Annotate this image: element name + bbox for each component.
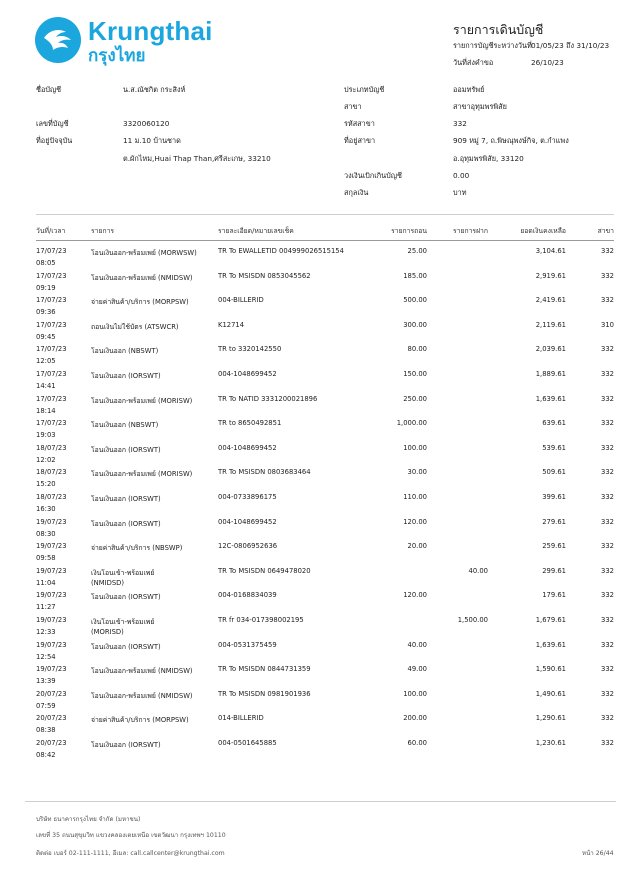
row-time: 08:30 — [36, 529, 56, 538]
row-balance: 639.61 — [542, 419, 566, 428]
row-branch: 332 — [601, 542, 614, 551]
row-date: 17/07/23 — [36, 394, 67, 403]
row-detail: TR To NATID 3331200021896 — [218, 394, 318, 403]
row-time: 08:38 — [36, 726, 56, 735]
row-withdrawal: 110.00 — [403, 493, 427, 501]
branch-value: สาขาอุทุมพรพิสัย — [453, 102, 507, 111]
row-branch: 332 — [601, 493, 614, 501]
row-time: 09:45 — [36, 332, 56, 341]
row-description-2: (NMIDSD) — [91, 578, 125, 587]
row-balance: 2,419.61 — [535, 296, 566, 305]
row-time: 14:41 — [36, 382, 56, 390]
row-withdrawal: 100.00 — [403, 689, 427, 698]
row-withdrawal: 25.00 — [407, 247, 427, 255]
row-date: 20/07/23 — [36, 714, 67, 723]
row-date: 17/07/23 — [36, 296, 67, 305]
row-balance: 1,490.61 — [535, 689, 566, 698]
row-description: โอนเงินออก-พร้อมเพย์ (NMIDSW) — [91, 667, 193, 676]
row-description: โอนเงินออก-พร้อมเพย์ (MORISW) — [91, 470, 193, 479]
row-date: 18/07/23 — [36, 443, 67, 452]
row-balance: 1,230.61 — [535, 739, 566, 747]
row-branch: 332 — [601, 296, 614, 305]
row-withdrawal: 120.00 — [403, 517, 427, 526]
account-name-value: น.ส.ณัชกิต กระสิงห์ — [123, 85, 186, 94]
row-withdrawal: 20.00 — [407, 542, 427, 551]
row-time: 11:27 — [36, 603, 56, 612]
row-withdrawal: 30.00 — [407, 468, 427, 477]
row-detail: 004-0168834039 — [218, 591, 277, 600]
row-balance: 2,039.61 — [535, 345, 566, 354]
row-description: โอนเงินออก (IORSWT) — [91, 445, 161, 454]
row-date: 20/07/23 — [36, 739, 67, 747]
row-detail: TR To MSISDN 0649478020 — [218, 566, 311, 575]
row-detail: TR To MSISDN 0853045562 — [218, 271, 311, 280]
row-time: 08:05 — [36, 259, 56, 267]
branch-code-value: 332 — [453, 119, 467, 128]
header-deposit: รายการฝาก — [453, 227, 488, 235]
row-withdrawal: 185.00 — [403, 271, 427, 280]
row-withdrawal: 250.00 — [403, 394, 427, 403]
row-withdrawal: 500.00 — [403, 296, 427, 305]
row-time: 12:54 — [36, 652, 56, 661]
row-balance: 179.61 — [542, 591, 566, 600]
row-branch: 332 — [601, 640, 614, 649]
row-balance: 1,290.61 — [535, 714, 566, 723]
row-balance: 3,104.61 — [535, 247, 566, 255]
krungthai-logo — [35, 17, 81, 63]
row-deposit: 40.00 — [468, 566, 488, 575]
brand-name-english: Krungthai — [88, 16, 213, 46]
row-date: 18/07/23 — [36, 468, 67, 477]
row-description: โอนเงินออก-พร้อมเพย์ (MORISW) — [91, 396, 193, 405]
row-balance: 1,590.61 — [535, 665, 566, 674]
row-balance: 1,889.61 — [535, 370, 566, 378]
row-branch: 332 — [601, 247, 614, 255]
bird-emblem-icon — [35, 17, 81, 63]
account-number-value: 3320060120 — [123, 119, 170, 128]
row-balance: 509.61 — [542, 468, 566, 477]
row-detail: 12C-0806952636 — [218, 542, 278, 551]
header-branch: สาขา — [597, 227, 614, 235]
row-branch: 332 — [601, 739, 614, 747]
row-branch: 332 — [601, 566, 614, 575]
row-branch: 332 — [601, 443, 614, 452]
row-withdrawal: 80.00 — [407, 345, 427, 354]
row-withdrawal: 120.00 — [403, 591, 427, 600]
address-label: ที่อยู่ปัจจุบัน — [36, 136, 73, 145]
currency-value: บาท — [453, 188, 467, 197]
row-description: โอนเงินออก (IORSWT) — [91, 741, 161, 749]
footer-address: เลขที่ 35 ถนนสุขุมวิท แขวงคลองเตยเหนือ เขตวัฒนา กรุงเทพฯ 10110 — [36, 832, 226, 839]
row-date: 17/07/23 — [36, 247, 67, 255]
account-number-label: เลขที่บัญชี — [36, 119, 69, 128]
footer-company: บริษัท ธนาคารกรุงไทย จำกัด (มหาชน) — [36, 816, 141, 823]
row-withdrawal: 40.00 — [407, 640, 427, 649]
row-date: 19/07/23 — [36, 591, 67, 600]
row-description: ถอนเงินไม่ใช้บัตร (ATSWCR) — [91, 322, 179, 331]
row-balance: 2,919.61 — [535, 271, 566, 280]
row-detail: 014-BILLERID — [218, 714, 264, 723]
branch-code-label: รหัสสาขา — [344, 119, 375, 128]
row-detail: 004-1048699452 — [218, 370, 277, 378]
footer-divider — [25, 801, 616, 802]
row-balance: 1,679.61 — [535, 616, 566, 624]
row-branch: 332 — [601, 271, 614, 280]
account-type-label: ประเภทบัญชี — [344, 85, 385, 94]
row-time: 11:04 — [36, 578, 56, 587]
row-branch: 332 — [601, 591, 614, 600]
row-date: 19/07/23 — [36, 542, 67, 551]
row-description: โอนเงินออก (NBSWT) — [91, 347, 159, 356]
header-detail: รายละเอียด/หมายเลขเช็ค — [218, 227, 294, 235]
row-branch: 332 — [601, 517, 614, 526]
row-detail: TR To MSISDN 0981901936 — [218, 689, 311, 698]
row-branch: 332 — [601, 689, 614, 698]
row-description: จ่ายค่าสินค้า/บริการ (NBSWP) — [91, 544, 183, 553]
row-balance: 399.61 — [542, 493, 566, 501]
row-detail: K12714 — [218, 320, 245, 329]
row-time: 19:03 — [36, 431, 56, 440]
overdraft-value: 0.00 — [453, 171, 470, 180]
account-name-label: ชื่อบัญชี — [36, 85, 62, 94]
address-line-2: ต.ผักไหม,Huai Thap Than,ศรีสะเกษ, 33210 — [123, 154, 271, 163]
row-date: 20/07/23 — [36, 689, 67, 698]
header-balance: ยอดเงินคงเหลือ — [520, 227, 566, 235]
row-withdrawal: 1,000.00 — [396, 419, 427, 428]
row-description: โอนเงินออก (IORSWT) — [91, 642, 161, 651]
row-date: 17/07/23 — [36, 320, 67, 329]
statement-period-label: รายการบัญชีระหว่างวันที่ — [453, 41, 532, 50]
row-date: 19/07/23 — [36, 640, 67, 649]
branch-address-label: ที่อยู่สาขา — [344, 136, 376, 145]
row-balance: 539.61 — [542, 443, 566, 452]
row-branch: 332 — [601, 616, 614, 624]
row-description: โอนเงินออก (IORSWT) — [91, 593, 161, 602]
row-description-2: (MORISD) — [91, 628, 124, 636]
row-branch: 310 — [601, 320, 614, 329]
footer-contact: ติดต่อ เบอร์ 02-111-1111, อีเมล: call.callcenter@krungthai.com — [36, 850, 225, 857]
row-time: 09:36 — [36, 308, 56, 317]
row-time: 13:39 — [36, 677, 56, 686]
row-description: โอนเงินออก (IORSWT) — [91, 372, 161, 380]
row-withdrawal: 150.00 — [403, 370, 427, 378]
row-branch: 332 — [601, 714, 614, 723]
row-balance: 1,639.61 — [535, 640, 566, 649]
row-balance: 259.61 — [542, 542, 566, 551]
row-balance: 299.61 — [542, 566, 566, 575]
row-branch: 332 — [601, 345, 614, 354]
row-date: 17/07/23 — [36, 271, 67, 280]
row-detail: 004-0501645885 — [218, 739, 277, 747]
table-top-divider — [36, 214, 614, 215]
row-description: โอนเงินออก (NBSWT) — [91, 421, 159, 430]
row-withdrawal: 60.00 — [407, 739, 427, 747]
row-detail: 004-0733896175 — [218, 493, 277, 501]
row-time: 12:05 — [36, 357, 56, 366]
page-number: หน้า 26/44 — [582, 850, 614, 857]
row-balance: 279.61 — [542, 517, 566, 526]
issue-date-value: 26/10/23 — [531, 58, 564, 67]
row-detail: TR To MSISDN 0844731359 — [218, 665, 311, 674]
issue-date-label: วันที่ส่งคำขอ — [453, 58, 494, 67]
row-description: จ่ายค่าสินค้า/บริการ (MORPSW) — [91, 716, 189, 725]
row-date: 19/07/23 — [36, 665, 67, 674]
row-detail: TR To MSISDN 0803683464 — [218, 468, 311, 477]
table-header-divider — [36, 240, 614, 241]
header-description: รายการ — [91, 227, 115, 235]
header-datetime: วันที่/เวลา — [36, 227, 66, 235]
row-detail: TR to 8650492851 — [218, 419, 282, 428]
row-description: เงินโอนเข้า-พร้อมเพย์ — [91, 618, 155, 626]
row-detail: TR To EWALLETID 004999026515154 — [218, 247, 344, 255]
row-description: เงินโอนเข้า-พร้อมเพย์ — [91, 568, 155, 577]
row-description: จ่ายค่าสินค้า/บริการ (MORPSW) — [91, 298, 189, 307]
branch-label: สาขา — [344, 102, 362, 111]
branch-address-line-1: 909 หมู่ 7, ถ.พิษณุพงษ์กิจ, ต.กำแพง — [453, 136, 569, 145]
row-detail: 004-1048699452 — [218, 443, 277, 452]
row-description: โอนเงินออก-พร้อมเพย์ (NMIDSW) — [91, 691, 193, 700]
row-branch: 332 — [601, 394, 614, 403]
branch-address-line-2: อ.อุทุมพรพิสัย, 33120 — [453, 154, 524, 163]
row-description: โอนเงินออก (IORSWT) — [91, 495, 161, 503]
row-date: 19/07/23 — [36, 616, 67, 624]
row-detail: 004-BILLERID — [218, 296, 264, 305]
row-withdrawal: 100.00 — [403, 443, 427, 452]
row-deposit: 1,500.00 — [457, 616, 488, 624]
overdraft-label: วงเงินเบิกเกินบัญชี — [344, 171, 402, 180]
row-time: 09:19 — [36, 283, 56, 292]
header-withdrawal: รายการถอน — [391, 227, 427, 235]
statement-period-value: 01/05/23 ถึง 31/10/23 — [531, 41, 610, 50]
row-withdrawal: 300.00 — [403, 320, 427, 329]
row-branch: 332 — [601, 419, 614, 428]
row-time: 08:42 — [36, 751, 56, 759]
row-branch: 332 — [601, 370, 614, 378]
row-date: 19/07/23 — [36, 517, 67, 526]
row-branch: 332 — [601, 468, 614, 477]
row-description: โอนเงินออก-พร้อมเพย์ (NMIDSW) — [91, 273, 193, 282]
row-time: 12:02 — [36, 455, 56, 464]
row-description: โอนเงินออก-พร้อมเพย์ (MORWSW) — [91, 249, 197, 257]
row-time: 16:30 — [36, 505, 56, 513]
row-balance: 1,639.61 — [535, 394, 566, 403]
row-detail: 004-0531375459 — [218, 640, 277, 649]
row-detail: TR to 3320142550 — [218, 345, 282, 354]
row-time: 12:33 — [36, 628, 56, 636]
row-time: 07:59 — [36, 701, 56, 710]
row-date: 17/07/23 — [36, 345, 67, 354]
row-date: 17/07/23 — [36, 370, 67, 378]
row-branch: 332 — [601, 665, 614, 674]
row-time: 15:20 — [36, 480, 56, 489]
row-date: 17/07/23 — [36, 419, 67, 428]
row-date: 19/07/23 — [36, 566, 67, 575]
row-detail: 004-1048699452 — [218, 517, 277, 526]
address-line-1: 11 ม.10 บ้านชาด — [123, 136, 181, 145]
brand-name-thai: กรุงไทย — [88, 46, 146, 66]
document-title: รายการเดินบัญชี — [453, 22, 544, 37]
row-withdrawal: 200.00 — [403, 714, 427, 723]
row-description: โอนเงินออก (IORSWT) — [91, 519, 161, 528]
row-time: 09:58 — [36, 554, 56, 563]
row-detail: TR fr 034-017398002195 — [218, 616, 304, 624]
currency-label: สกุลเงิน — [344, 188, 369, 197]
row-balance: 2,119.61 — [535, 320, 566, 329]
row-withdrawal: 49.00 — [407, 665, 427, 674]
row-date: 18/07/23 — [36, 493, 67, 501]
row-time: 18:14 — [36, 406, 56, 415]
account-type-value: ออมทรัพย์ — [453, 85, 485, 94]
